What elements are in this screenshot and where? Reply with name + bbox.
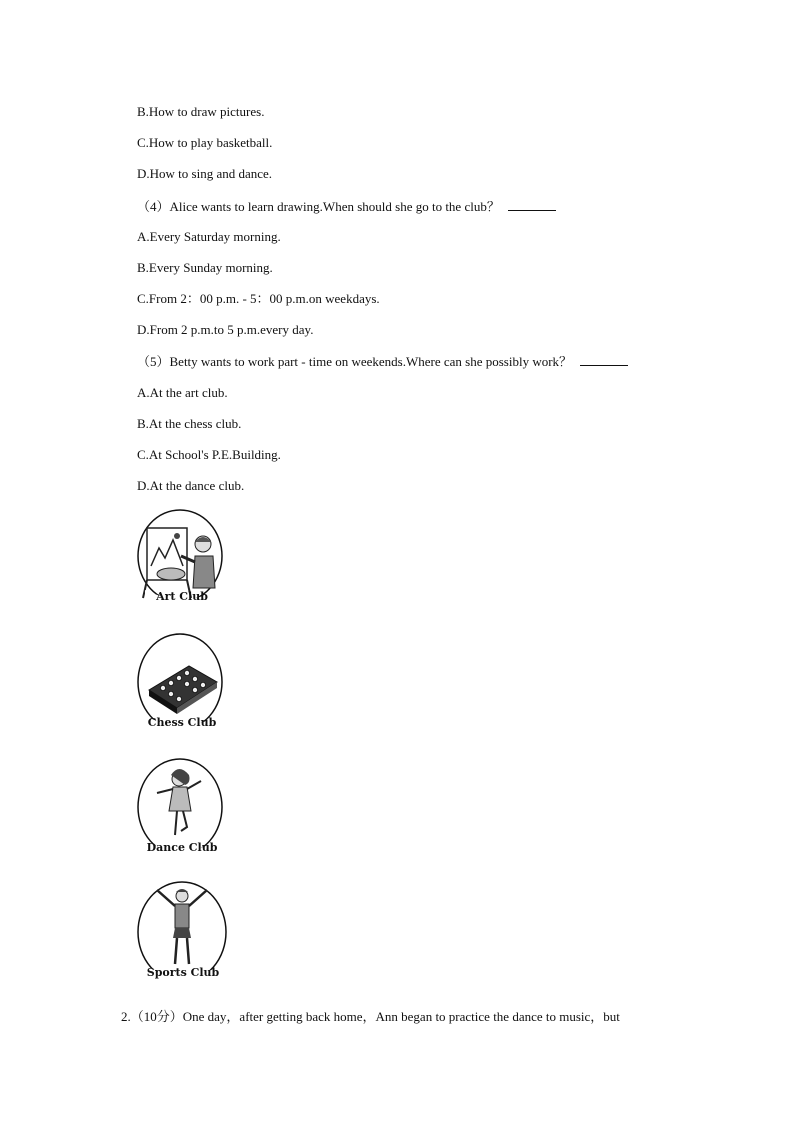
q4-stem-text: （4）Alice wants to learn drawing.When should she go to the club？ bbox=[137, 199, 500, 214]
painter-icon bbox=[137, 508, 227, 620]
q4-option-b: B.Every Sunday morning. bbox=[137, 260, 273, 275]
q5-answer-blank[interactable] bbox=[580, 353, 628, 366]
chess-club-image bbox=[137, 632, 227, 744]
q5-option-d: D.At the dance club. bbox=[137, 478, 245, 493]
q4-option-c: C.From 2：00 p.m. ‐ 5：00 p.m.on weekdays. bbox=[137, 291, 380, 306]
q4-answer-blank[interactable] bbox=[508, 198, 556, 211]
q5-option-b: B.At the chess club. bbox=[137, 416, 242, 431]
q4-stem bbox=[137, 198, 556, 215]
q3-option-d: D.How to sing and dance. bbox=[137, 166, 273, 181]
q4-option-a: A.Every Saturday morning. bbox=[137, 229, 281, 244]
q5-stem-text: （5）Betty wants to work part ‐ time on weekends.Where can she possibly work？ bbox=[137, 354, 573, 369]
sports-club-image bbox=[137, 880, 229, 992]
art-club-image bbox=[137, 508, 227, 620]
q5-stem bbox=[137, 353, 628, 370]
q3-option-c: C.How to play basketball. bbox=[137, 135, 273, 150]
dance-club-label: Dance Club bbox=[146, 841, 218, 854]
q5-option-a: A.At the art club. bbox=[137, 385, 228, 400]
dance-club-image bbox=[137, 757, 227, 869]
sports-club-label: Sports Club bbox=[146, 966, 220, 979]
chess-club-label: Chess Club bbox=[147, 716, 217, 729]
q4-option-d: D.From 2 p.m.to 5 p.m.every day. bbox=[137, 322, 314, 337]
q3-option-b: B.How to draw pictures. bbox=[137, 104, 265, 119]
q5-option-c: C.At School's P.E.Building. bbox=[137, 447, 281, 462]
question-2-text: 2.（10分）One day，after getting back home，Ann began to practice the dance to music，but bbox=[121, 1009, 620, 1024]
art-club-label: Art Club bbox=[156, 590, 208, 603]
